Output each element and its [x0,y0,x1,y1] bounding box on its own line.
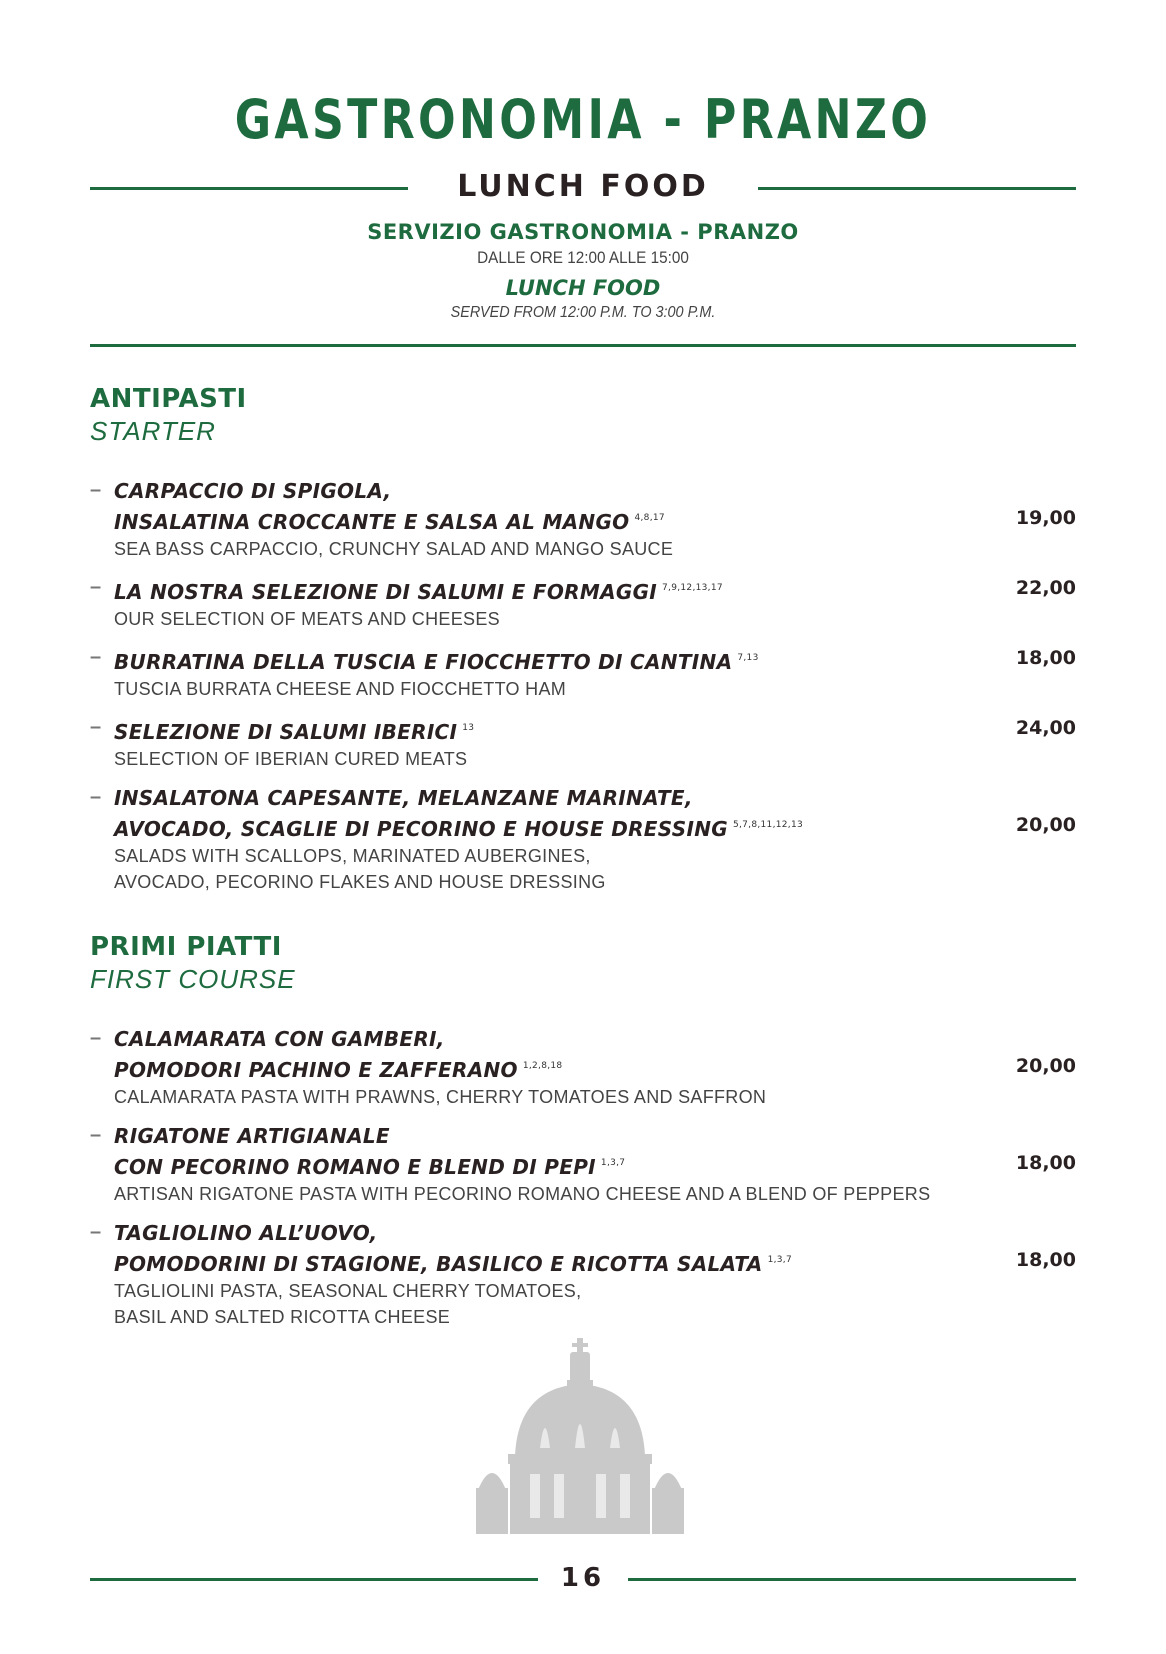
menu-item-name-it: CARPACCIO DI SPIGOLA, INSALATINA CROCCANTE E SALSA AL MANGO [114,479,630,534]
menu-item-name-en: SELECTION OF IBERIAN CURED MEATS [114,749,468,769]
menu-item-name-it: BURRATINA DELLA TUSCIA E FIOCCHETTO DI CANTINA [114,650,733,674]
menu-list-primi [90,1026,1076,1343]
footer [90,1558,1076,1598]
menu-item: – LA NOSTRA SELEZIONE DI SALUMI E FORMAGGI $^{7,9,12,13,17}$ 22,00 OUR SELECTION OF MEATS AND CHEESES [90,575,1076,632]
menu-item-name-it: INSALATONA CAPESANTE, MELANZANE MARINATE, AVOCADO, SCAGLIE DI PECORINO E HOUSE DRESSING [114,786,728,841]
allergen-codes: 5,7,8,11,12,13 [732,820,804,830]
service-heading-en: LUNCH FOOD [505,276,661,300]
service-hours-it: DALLE ORE 12:00 ALLE 15:00 [477,248,689,267]
menu-item-name-en: TAGLIOLINI PASTA, SEASONAL CHERRY TOMATOES, BASIL AND SALTED RICOTTA CHEESE [114,1281,582,1327]
menu-item: – CARPACCIO DI SPIGOLA, INSALATINA CROCCANTE E SALSA AL MANGO $^{4,8,17}$ 19,00 SEA BASS CARPACCIO, CRUNCHY SALAD AND MANGO SAUCE [90,478,1076,562]
page-subtitle: LUNCH FOOD [457,169,709,204]
allergen-codes: 4,8,17 [634,513,665,523]
menu-item-name-it: CALAMARATA CON GAMBERI, POMODORI PACHINO E ZAFFERANO [114,1027,518,1082]
menu-item-name-it: RIGATONE ARTIGIANALE CON PECORINO ROMANO E BLEND DI PEPI [114,1124,596,1179]
menu-item: – BURRATINA DELLA TUSCIA E FIOCCHETTO DI CANTINA $^{7,13}$ 18,00 TUSCIA BURRATA CHEESE AND FIOCCHETTO HAM [90,645,1076,702]
divider [758,187,1076,190]
section-title-it: PRIMI PIATTI [90,932,282,962]
menu-item-name-it: SELEZIONE DI SALUMI IBERICI [114,720,458,744]
menu-item-price: 18,00 [1015,647,1076,669]
section-title-it: ANTIPASTI [90,384,247,414]
page-title: GASTRONOMIA - PRANZO [234,88,932,151]
allergen-codes: 13 [462,723,475,733]
menu-item: – TAGLIOLINO ALL’UOVO, POMODORINI DI STAGIONE, BASILICO E RICOTTA SALATA $^{1,3,7}$ 18,00 TAGLIOLINI PASTA, SEASONAL CHERRY TOMATOES, BASIL AND SALTED RICOTTA CHEESE [90,1220,1076,1330]
section-title-en: STARTER [90,416,216,446]
allergen-codes: 1,2,8,18 [522,1061,563,1071]
allergen-codes: 7,13 [737,653,759,663]
menu-item: – INSALATONA CAPESANTE, MELANZANE MARINATE, AVOCADO, SCAGLIE DI PECORINO E HOUSE DRESSING $^{5,7,8,11,12,13}$ 20,00 SALADS WITH SCALLOPS, MARINATED AUBERGINES, AVOCADO, PECORINO FLAKES AND HOUSE DRESSING [90,785,1076,895]
menu-item: – RIGATONE ARTIGIANALE CON PECORINO ROMANO E BLEND DI PEPI $^{1,3,7}$ 18,00 ARTISAN RIGATONE PASTA WITH PECORINO ROMANO CHEESE AND A BLEND OF PEPPERS [90,1123,1076,1207]
service-heading-it: SERVIZIO GASTRONOMIA - PRANZO [367,220,799,244]
menu-item-price: 18,00 [1015,1152,1076,1174]
service-info [0,220,1166,322]
divider [628,1578,1076,1581]
menu-list-antipasti [90,478,1076,908]
menu-item: – CALAMARATA CON GAMBERI, POMODORI PACHINO E ZAFFERANO $^{1,2,8,18}$ 20,00 CALAMARATA PASTA WITH PRAWNS, CHERRY TOMATOES AND SAFFRON [90,1026,1076,1110]
divider [90,344,1076,347]
menu-item: – SELEZIONE DI SALUMI IBERICI $^{13}$ 24,00 SELECTION OF IBERIAN CURED MEATS [90,715,1076,772]
section-header-primi [90,932,296,995]
menu-item-name-en: ARTISAN RIGATONE PASTA WITH PECORINO ROMANO CHEESE AND A BLEND OF PEPPERS [114,1184,931,1204]
allergen-codes: 7,9,12,13,17 [662,583,723,593]
section-title-en: FIRST COURSE [90,964,296,994]
menu-item-name-en: CALAMARATA PASTA WITH PRAWNS, CHERRY TOMATOES AND SAFFRON [114,1087,767,1107]
dome-icon [470,1338,690,1538]
menu-item-name-it: LA NOSTRA SELEZIONE DI SALUMI E FORMAGGI [114,580,658,604]
section-header-antipasti [90,384,247,447]
menu-item-name-en: SALADS WITH SCALLOPS, MARINATED AUBERGINES, AVOCADO, PECORINO FLAKES AND HOUSE DRESSING [114,846,606,892]
menu-item-price: 19,00 [1015,507,1076,529]
menu-item-price: 22,00 [1015,577,1076,599]
menu-item-price: 24,00 [1015,717,1076,739]
page-number: 16 [560,1563,606,1593]
menu-item-name-en: TUSCIA BURRATA CHEESE AND FIOCCHETTO HAM [114,679,567,699]
menu-item-name-it: TAGLIOLINO ALL’UOVO, POMODORINI DI STAGIONE, BASILICO E RICOTTA SALATA [114,1221,763,1276]
allergen-codes: 1,3,7 [767,1255,792,1265]
service-hours-en: SERVED FROM 12:00 P.M. TO 3:00 P.M. [450,304,716,321]
menu-item-price: 20,00 [1015,1055,1076,1077]
menu-item-price: 20,00 [1015,814,1076,836]
menu-item-name-en: SEA BASS CARPACCIO, CRUNCHY SALAD AND MANGO SAUCE [114,539,674,559]
subtitle-row [90,167,1076,207]
menu-item-name-en: OUR SELECTION OF MEATS AND CHEESES [114,609,500,629]
allergen-codes: 1,3,7 [600,1158,626,1168]
menu-item-price: 18,00 [1015,1249,1076,1271]
